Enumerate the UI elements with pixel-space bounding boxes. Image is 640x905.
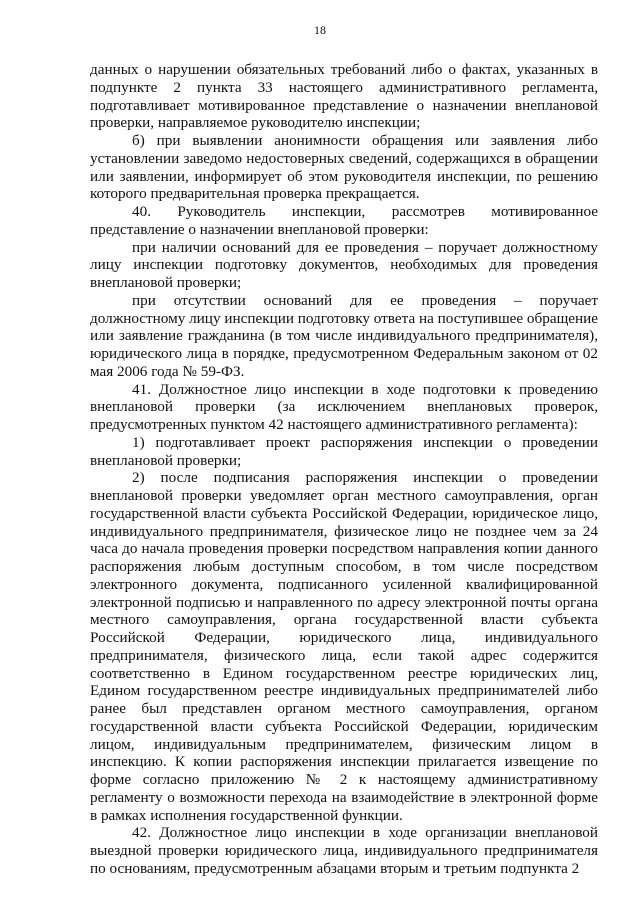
document-body <box>90 61 598 878</box>
paragraph-item-42: 42. Должностное лицо инспекции в ходе организации внеплановой выездной проверки юридического лица, индивидуального предпринимателя по основаниям, предусмотренным абзацами вторым и третьим подпункта 2 <box>90 824 598 877</box>
paragraph-item-41-subitem-1: 1) подготавливает проект распоряжения инспекции о проведении внеплановой проверки; <box>90 433 598 469</box>
paragraph-item-40-no-grounds: при отсутствии оснований для ее проведения – поручает должностному лицу инспекции подготовку ответа на поступившее обращение или заявление гражданина (в том числе индивидуального предпринимателя), юридического лица в порядке, предусмотренном Федеральным законом от 02 мая 2006 года № 59-ФЗ. <box>90 291 599 380</box>
paragraph-item-41: 41. Должностное лицо инспекции в ходе подготовки к проведению внеплановой проверки (за исключением внеплановых проверок, предусмотренных пунктом 42 настоящего административного регламента): <box>90 380 598 433</box>
paragraph-item-41-subitem-2: 2) после подписания распоряжения инспекции о проведении внеплановой проверки уведомляет орган местного самоуправления, орган государственной власти субъекта Российской Федерации, юридическое лицо, индивидуального предпринимателя, физическое лицо не позднее чем за 24 часа до начала проведения проверки посредством направления копии данного распоряжения любым доступным способом, в том числе посредством электронного документа, подписанного усиленной квалифицированной электронной подписью и направленного по адресу электронной почты органа местного самоуправления, органа государственной власти субъекта Российской Федерации, юридического лица, индивидуального предпринимателя, физического лица, если такой адрес содержится соответственно в Едином государственном реестре юридических лиц, Едином государственном реестре индивидуальных предпринимателей либо ранее был представлен органом местного самоуправления, органом государственной власти субъекта Российской Федерации, юридическим лицом, индивидуальным предпринимателем, физическим лицом в инспекцию. К копии распоряжения инспекции прилагается извещение по форме согласно приложению № 2 к настоящему административному регламенту о возможности перехода на взаимодействие в электронной форме в рамках исполнения государственной функции. <box>90 469 598 824</box>
paragraph-item-40: 40. Руководитель инспекции, рассмотрев мотивированное представление о назначении внеплановой проверки: <box>90 203 598 238</box>
paragraph-subitem-b: б) при выявлении анонимности обращения или заявления либо установлении заведомо недостоверных сведений, содержащихся в обращении или заявлении, информирует об этом руководителя инспекции, по решению которого предварительная проверка прекращается. <box>90 132 598 203</box>
paragraph-continuation: данных о нарушении обязательных требований либо о фактах, указанных в подпункте 2 пункта 33 настоящего административного регламента, подготавливает мотивированное представление о назначении внеплановой проверки, направляемое руководителю инспекции; <box>90 61 598 132</box>
paragraph-item-40-grounds: при наличии оснований для ее проведения – поручает должностному лицу инспекции подготовку документов, необходимых для проведения внеплановой проверки; <box>90 238 598 291</box>
page-number: 18 <box>314 23 326 37</box>
